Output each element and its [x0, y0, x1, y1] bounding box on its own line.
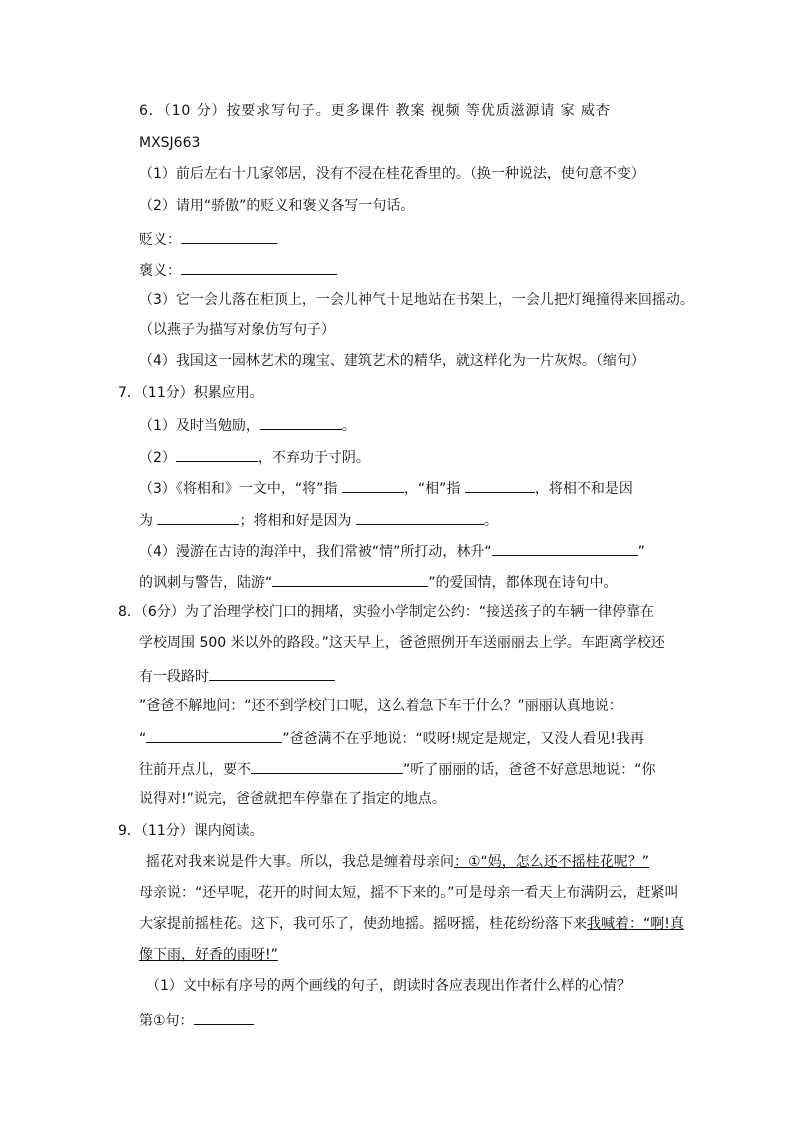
answer-blank[interactable] [465, 477, 535, 493]
q7-sub4-quote: ” [637, 544, 645, 560]
q8-line1: 8．（6分）为了治理学校门口的拥堵，实验小学制定公约：“接送孩子的车辆一律停靠在 [118, 604, 655, 620]
q7-sub3-text: （3）《将相和》一文中，“将”指 [139, 481, 342, 497]
answer-blank[interactable] [272, 571, 428, 587]
commendatory-label: 褒义： [139, 263, 181, 279]
q6-heading: 6．（10 分）按要求写句子。更多课件 教案 视频 等优质滋源请 家 威杏 [139, 103, 611, 119]
q8-line6 [139, 758, 656, 780]
q7-sub4-end: ”的爱国情，都体现在诗句中。 [428, 575, 618, 591]
q9-para-line1 [146, 852, 649, 872]
q8-line4: ”爸爸不解地问：“还不到学校门口呢，这么着急下车干什么？”丽丽认真地说： [139, 698, 623, 714]
underlined-sentence-1: ：①“妈，怎么还不摇桂花呢？” [454, 854, 650, 870]
answer-blank[interactable] [181, 259, 337, 275]
q8-line6-end: ”听了丽丽的话，爸爸不好意思地说：“你 [403, 762, 656, 778]
q7-sub2-end: ，不弃功于寸阴。 [257, 450, 370, 466]
q7-sub2-text: （2） [139, 450, 176, 466]
q9-answer-line [139, 1009, 254, 1031]
answer-blank[interactable] [176, 446, 258, 462]
q7-sub1 [139, 414, 356, 436]
q7-sub4 [139, 540, 645, 562]
q7-sub3-text3: ，将相不和是因 [534, 481, 633, 497]
underlined-sentence-2: 我喊着：“啊!真 [587, 916, 684, 932]
q9-para-line4 [139, 945, 278, 965]
answer-blank[interactable] [181, 228, 277, 244]
q8-line5-quote: “ [139, 731, 147, 747]
answer-blank[interactable] [342, 477, 404, 493]
q9-sub1: （1）文中标有序号的两个画线的句子，朗读时各应表现出作者什么样的心情？ [146, 978, 631, 994]
q8-line5 [139, 727, 644, 749]
q6-code: MXSJ663 [139, 135, 201, 151]
answer-blank[interactable] [209, 665, 335, 681]
answer-blank[interactable] [146, 727, 282, 743]
q9-para-line3 [139, 914, 684, 934]
q7-sub3-text2: ，“相”指 [403, 481, 465, 497]
q8-line3 [139, 665, 335, 687]
q8-line5-text: ”爸爸满不在乎地说：“哎呀!规定是规定，又没人看见!我再 [282, 731, 644, 747]
answer-blank[interactable] [492, 540, 638, 556]
q9-para-text3: 大家提前摇桂花。这下，我可乐了，使劲地摇。摇呀摇，桂花纷纷落下来 [139, 916, 587, 932]
q7-sub2 [139, 446, 370, 468]
q7-sub4-text2: 的讽刺与警告，陆游“ [139, 575, 273, 591]
q7-sub1-end: 。 [341, 418, 356, 434]
derogatory-label: 贬义： [139, 232, 181, 248]
q7-heading: 7．（11分）积累应用。 [118, 385, 264, 401]
q8-line3-text: 有一段路时 [139, 669, 209, 685]
answer-blank[interactable] [157, 509, 239, 525]
answer-blank[interactable] [251, 758, 403, 774]
q7-sub3-text5: ；将相和好是因为 [239, 513, 356, 529]
q6-sub1: （1）前后左右十几家邻居，没有不浸在桂花香里的。（换一种说法，使句意不变） [139, 166, 645, 182]
underlined-sentence-2-cont: 像下雨，好香的雨呀!” [139, 947, 278, 963]
q8-line7: 说得对!”说完，爸爸就把车停靠在了指定的地点。 [139, 791, 446, 807]
q7-sub4-cont [139, 571, 618, 593]
q9-para-line2: 母亲说：“还早呢，花开的时间太短，摇不下来的。”可是母亲一看天上布满阴云，赶紧叫 [139, 885, 679, 901]
q9-heading: 9．（11分）课内阅读。 [118, 823, 264, 839]
q7-sub1-text: （1）及时当勉励， [139, 418, 260, 434]
answer-blank[interactable] [260, 414, 342, 430]
q7-sub3-text4: 为 [139, 513, 158, 529]
q7-sub3-end: 。 [483, 513, 498, 529]
q9-para-text: 摇花对我来说是件大事。所以，我总是缠着母亲问 [146, 854, 454, 870]
q9-answer-label: 第①句： [139, 1013, 194, 1029]
q6-sub2: （2）请用“骄傲”的贬义和褒义各写一句话。 [139, 198, 415, 214]
q8-line2: 学校周围 500 米以外的路段。”这天早上，爸爸照例开车送丽丽去上学。车距离学校还 [139, 635, 665, 651]
answer-blank[interactable] [194, 1009, 254, 1025]
q6-sub3: （3）它一会儿落在柜顶上，一会儿神气十足地站在书架上，一会儿把灯绳撞得来回摇动。 [139, 292, 694, 308]
q8-line6-text: 往前开点儿，要不 [139, 762, 251, 778]
q6-commendatory-line [139, 259, 337, 281]
q7-sub3-cont [139, 509, 498, 531]
q7-sub4-text: （4）漫游在古诗的海洋中，我们常被“情”所打动，林升“ [139, 544, 492, 560]
q7-sub3 [139, 477, 633, 499]
q6-sub4: （4）我国这一园林艺术的瑰宝、建筑艺术的精华，就这样化为一片灰烬。（缩句） [139, 353, 645, 369]
answer-blank[interactable] [356, 509, 484, 525]
q6-sub3-note: （以燕子为描写对象仿写句子） [139, 322, 335, 338]
q6-derogatory-line [139, 228, 277, 250]
